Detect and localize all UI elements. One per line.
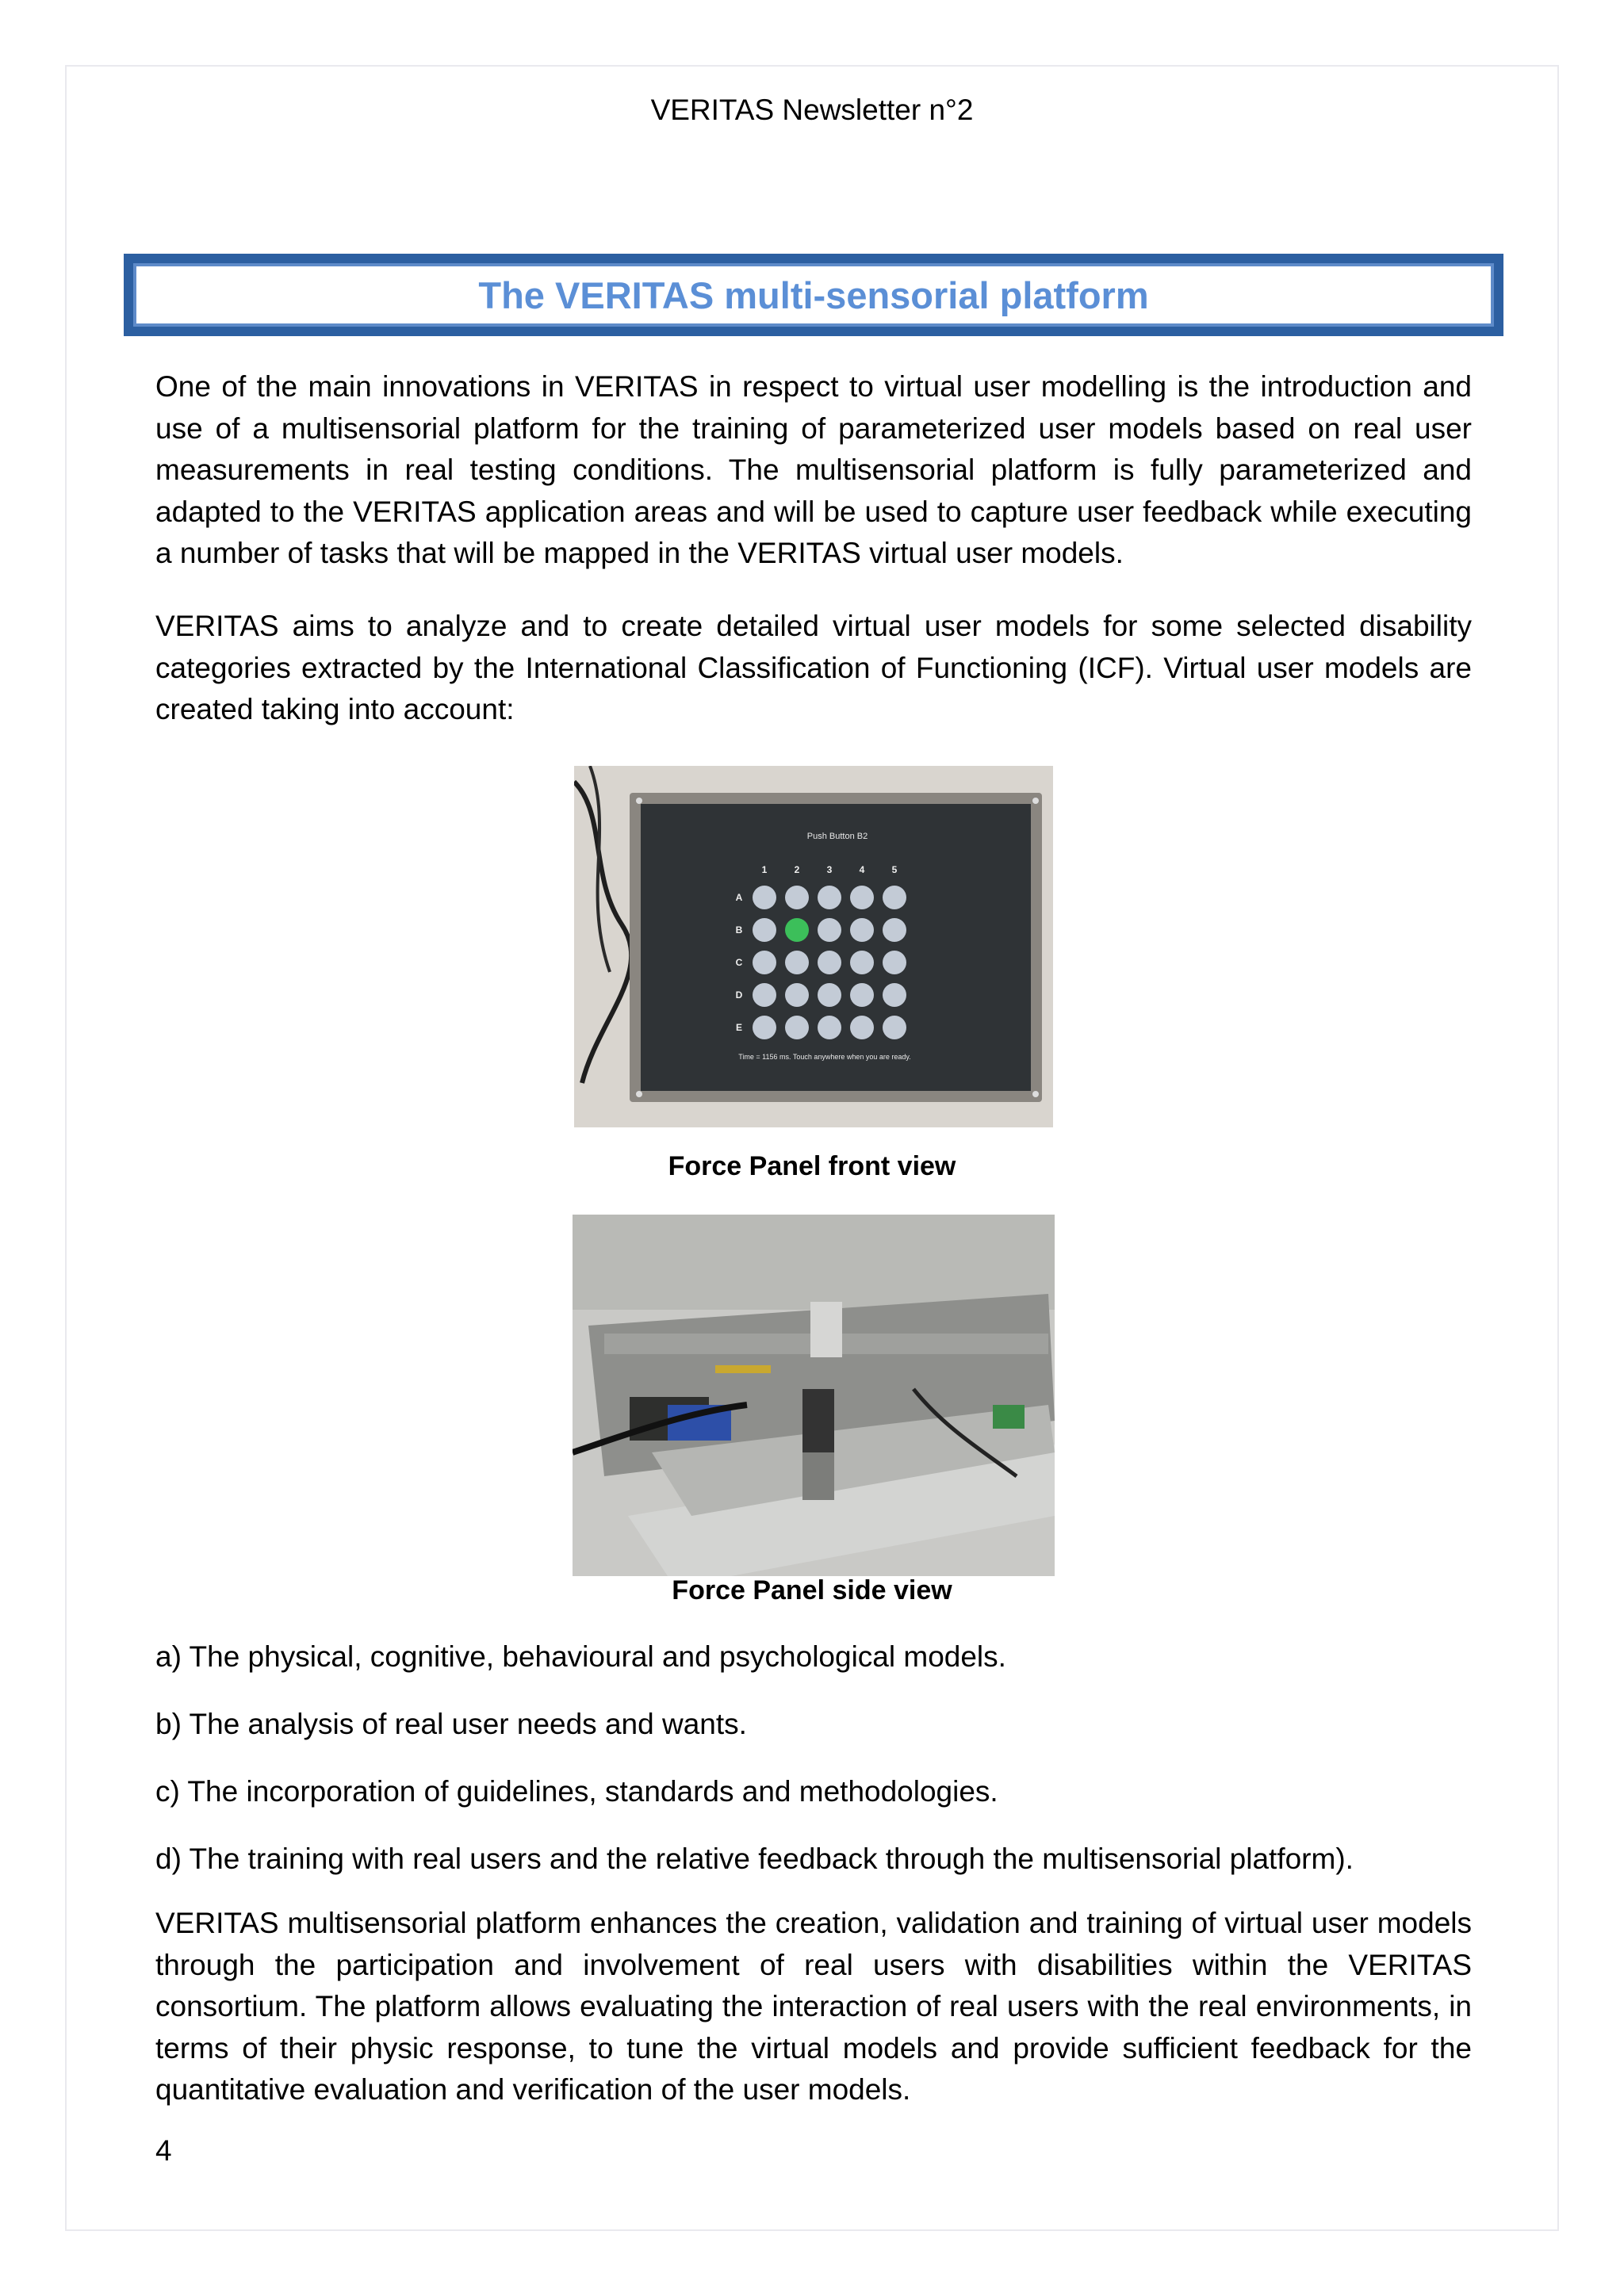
screen-button-d3 — [818, 983, 841, 1007]
column-label: 1 — [761, 864, 768, 875]
column-label: 2 — [794, 864, 800, 875]
screen-button-c3 — [818, 951, 841, 974]
figure-caption-side: Force Panel side view — [672, 1575, 952, 1605]
screen-title: Push Button B2 — [806, 832, 868, 841]
screen-button-c5 — [883, 951, 906, 974]
screen-button-e1 — [753, 1016, 776, 1039]
screen-button-d2 — [785, 983, 809, 1007]
screen-button-d4 — [850, 983, 874, 1007]
list-item: b) The analysis of real user needs and wants. — [155, 1708, 747, 1740]
column-label: 3 — [826, 864, 833, 875]
intro-paragraph-2: VERITAS aims to analyze and to create detailed virtual user models for some selected disability categories extracted by the International Classification of Functioning (ICF). Virtual user models are created taking into account: — [155, 610, 1472, 725]
force-panel-front-photo — [574, 766, 1053, 1127]
screen-status-text: Time = 1156 ms. Touch anywhere when you are ready. — [738, 1053, 911, 1061]
screen-button-e3 — [818, 1016, 841, 1039]
screen-button-b1 — [753, 918, 776, 942]
screen-button-a2 — [785, 886, 809, 909]
screen-button-a4 — [850, 886, 874, 909]
column-label: 4 — [859, 864, 865, 875]
screen-button-e4 — [850, 1016, 874, 1039]
screen-button-b4 — [850, 918, 874, 942]
intro-paragraph-1: One of the main innovations in VERITAS in respect to virtual user modelling is the introduction and use of a multisensorial platform for the training of parameterized user models based on real user measurements in real testing conditions. The multisensorial platform is fully parameterized and adapted to the VERITAS application areas and will be used to capture user feedback while executing a number of tasks that will be mapped in the VERITAS virtual user models. — [155, 370, 1472, 569]
row-label: C — [735, 957, 743, 968]
screen-button-c4 — [850, 951, 874, 974]
screen-button-e2 — [785, 1016, 809, 1039]
list-item: d) The training with real users and the relative feedback through the multisensorial platform). — [155, 1843, 1354, 1875]
screen-button-b5 — [883, 918, 906, 942]
screen-button-c1 — [753, 951, 776, 974]
section-title: The VERITAS multi-sensorial platform — [133, 263, 1494, 327]
screen-button-a5 — [883, 886, 906, 909]
page-number: 4 — [155, 2134, 172, 2167]
screen-button-d1 — [753, 983, 776, 1007]
screen-button-a3 — [818, 886, 841, 909]
screen-button-b2 — [785, 918, 809, 942]
force-panel-side-photo — [573, 1215, 1055, 1576]
section-title-box — [124, 254, 1503, 336]
screen-button-e5 — [883, 1016, 906, 1039]
list-item: a) The physical, cognitive, behavioural and psychological models. — [155, 1640, 1006, 1673]
figure-caption-front: Force Panel front view — [668, 1151, 956, 1181]
row-label: D — [735, 989, 743, 1001]
row-label: B — [735, 924, 743, 936]
column-label: 5 — [891, 864, 898, 875]
row-label: E — [735, 1022, 743, 1033]
screen-button-d5 — [883, 983, 906, 1007]
row-label: A — [735, 892, 743, 903]
screen-button-b3 — [818, 918, 841, 942]
running-header: VERITAS Newsletter n°2 — [650, 94, 974, 126]
screen-button-c2 — [785, 951, 809, 974]
screen-button-a1 — [753, 886, 776, 909]
closing-paragraph: VERITAS multisensorial platform enhances the creation, validation and training of virtual user models through the participation and involvement of real users with disabilities within the VERITAS consortium. The platform allows evaluating the interaction of real users with the real environments, in terms of their physic response, to tune the virtual models and provide sufficient feedback for the quantitative evaluation and verification of the user models. — [155, 1907, 1472, 2106]
list-item: c) The incorporation of guidelines, standards and methodologies. — [155, 1775, 998, 1808]
